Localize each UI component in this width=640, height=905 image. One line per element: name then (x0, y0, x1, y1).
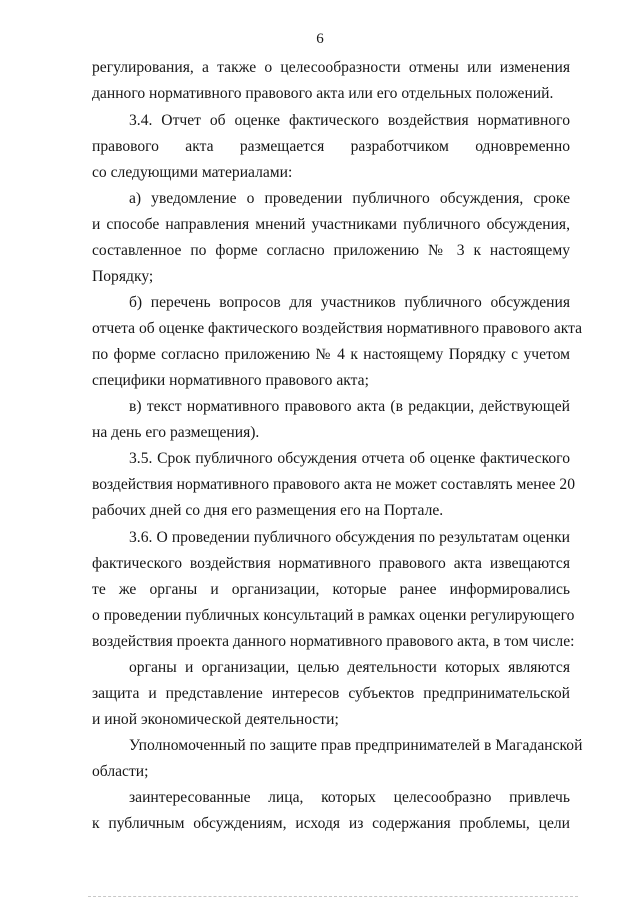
text-line: Порядку; (92, 268, 154, 285)
text-line: на день его размещения). (92, 424, 260, 441)
text-line: органы и организации, целью деятельности которых являются (129, 659, 570, 676)
text-line: к публичным обсуждениям, исходя из содержания проблемы, цели (92, 815, 570, 832)
text-line: области; (92, 763, 149, 780)
text-line: со следующими материалами: (92, 164, 293, 181)
text-line: Уполномоченный по защите прав предпринимателей в Магаданской (129, 737, 583, 754)
text-line: защита и представление интересов субъектов предпринимательской (92, 685, 570, 702)
text-line: специфики нормативного правового акта; (92, 372, 369, 389)
text-line: правового акта размещается разработчиком одновременно (92, 138, 570, 155)
text-line: составленное по форме согласно приложению № 3 к настоящему (92, 242, 570, 259)
text-line: а) уведомление о проведении публичного обсуждения, сроке (129, 190, 570, 207)
text-line: о проведении публичных консультаций в рамках оценки регулирующего (92, 607, 575, 624)
text-line: регулирования, а также о целесообразности отмены или изменения (92, 59, 570, 76)
text-line: по форме согласно приложению № 4 к настоящему Порядку с учетом (92, 346, 570, 363)
text-line: 3.5. Срок публичного обсуждения отчета об оценке фактического (129, 450, 570, 467)
page-bottom-edge (88, 896, 578, 897)
text-line: в) текст нормативного правового акта (в редакции, действующей (129, 398, 570, 415)
text-line: заинтересованные лица, которых целесообразно привлечь (129, 789, 570, 806)
text-line: 3.6. О проведении публичного обсуждения по результатам оценки (129, 529, 570, 546)
text-line: те же органы и организации, которые ранее информировались (92, 581, 570, 598)
text-line: отчета об оценке фактического воздействия нормативного правового акта (92, 320, 583, 337)
text-line: и способе направления мнений участниками публичного обсуждения, (92, 216, 570, 233)
text-line: б) перечень вопросов для участников публичного обсуждения (129, 294, 570, 311)
text-line: рабочих дней со дня его размещения его на Портале. (92, 502, 444, 519)
text-line: 3.4. Отчет об оценке фактического воздействия нормативного (129, 112, 570, 129)
text-line: фактического воздействия нормативного правового акта извещаются (92, 555, 570, 572)
text-line: воздействия проекта данного нормативного правового акта, в том числе: (92, 633, 575, 650)
text-line: воздействия нормативного правового акта не может составлять менее 20 (92, 476, 575, 493)
text-line: данного нормативного правового акта или его отдельных положений. (92, 85, 554, 102)
page-number: 6 (316, 31, 324, 47)
text-line: и иной экономической деятельности; (92, 711, 339, 728)
